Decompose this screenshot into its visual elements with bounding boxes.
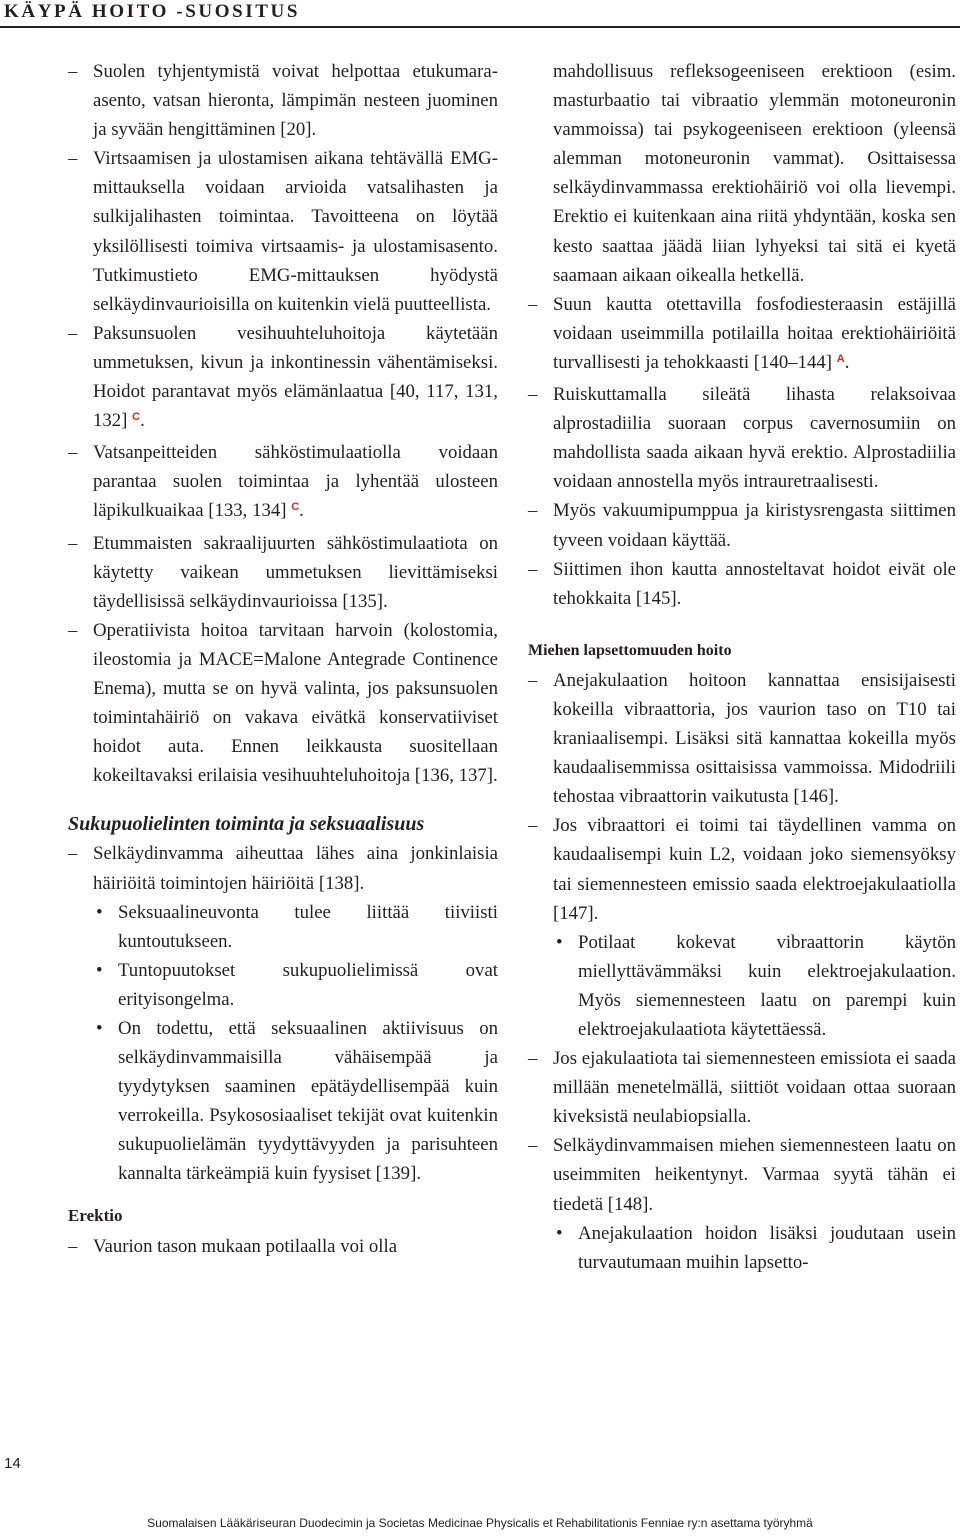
list-item: – Myös vakuumipumppua ja kiristysrengasta siittimen tyveen voidaan käyttää.	[528, 496, 956, 554]
list-item: – Suun kautta otettavilla fosfodiesteraasin estäjillä voidaan useimmilla potilailla hoitaa erektiohäiriöitä turvallisesti ja tehokkaasti [140–144] $^A$.	[528, 290, 956, 380]
section-heading: Sukupuolielinten toiminta ja seksuaalisuus	[68, 813, 425, 836]
list-item: – Etummaisten sakraalijuurten sähköstimulaatiota on käytetty vaikean ummetuksen lievittämiseksi täydellisissä selkäydinvaurioissa [135].	[68, 529, 498, 616]
list-item: – Jos vibraattori ei toimi tai täydellinen vamma on kaudaalisempi kuin L2, voidaan joko siemensyöksy tai siemennesteen emissio saada elektroejakulaatiolla [147].	[528, 811, 956, 927]
bullet-item: • Seksuaalineuvonta tulee liittää tiiviisti kuntoutukseen.	[68, 898, 498, 956]
page-header	[0, 0, 960, 26]
list-item: – Selkäydinvammaisen miehen siemennesteen laatu on useimmiten heikentynyt. Varmaa syytä tähän ei tiedetä [148].	[528, 1131, 956, 1218]
evidence-grade-badge: C	[291, 501, 300, 514]
list-item: – Operatiivista hoitoa tarvitaan harvoin (kolostomia, ileostomia ja MACE=Malone Antegrade Continence Enema), mutta se on hyvä valinta, jos paksunsuolen toimintahäiriö on vakava eivätkä konservatiiviset hoidot auta. Ennen leikkausta suositellaan kokeiltavaksi erilaisia vesihuuhteluhoitoja [136, 137].	[68, 616, 498, 791]
page-footer: Suomalaisen Lääkäriseuran Duodecimin ja Societas Medicinae Physicalis et Rehabilitationis Fenniae ry:n asettama työryhmä	[147, 1516, 813, 1530]
bullet-item: • Anejakulaation hoidon lisäksi joudutaan usein turvautumaan muihin lapsetto-	[528, 1219, 956, 1277]
bullet-item: • Tuntopuutokset sukupuolielimissä ovat erityisongelma.	[68, 956, 498, 1014]
list-item: – Anejakulaation hoitoon kannattaa ensisijaisesti kokeilla vibraattoria, jos vaurion taso on T10 tai kraniaalisempi. Lisäksi sitä kannattaa kokeilla myös kaudaalisemmissa osittaisissa vammoissa. Midodriili tehostaa vibraattorin vaikutusta [146].	[528, 666, 956, 811]
page-number: 14	[4, 1455, 21, 1472]
evidence-grade-badge: A	[836, 352, 845, 365]
list-item: – Jos ejakulaatiota tai siemennesteen emissiota ei saada millään menetelmällä, siittiöt voidaan ottaa suoraan kiveksistä neulabiopsialla.	[528, 1044, 956, 1131]
right-column	[528, 57, 956, 1277]
bullet-item: • On todettu, että seksuaalinen aktiivisuus on selkäydinvammaisilla vähäisempää ja tyydytyksen saaminen epätäydellisempää kuin verrokeilla. Psykososiaaliset tekijät ovat kuitenkin sukupuolielämän tyydyttävyyden ja parisuhteen kannalta tärkeämpiä kuin fyysiset [139].	[68, 1014, 498, 1189]
list-item: – Selkäydinvamma aiheuttaa lähes aina jonkinlaisia häiriöitä toimintojen häiriöitä [138].	[68, 839, 498, 897]
list-item: – Vaurion tason mukaan potilaalla voi olla	[68, 1232, 498, 1261]
evidence-grade-badge: C	[132, 411, 141, 424]
header-title: KÄYPÄ HOITO -SUOSITUS	[4, 1, 301, 22]
list-item: – Suolen tyhjentymistä voivat helpottaa etukumara-asento, vatsan hieronta, lämpimän nesteen juominen ja syvään hengittäminen [20].	[68, 57, 498, 144]
paragraph-continuation: mahdollisuus refleksogeeniseen erektioon (esim. masturbaatio tai vibraatio ylemmän motoneuronin vammoissa) tai psykogeeniseen erektioon (yleensä alemman motoneuronin vammat). Osittaisessa selkäydinvammassa erektiohäiriö voi olla lievempi. Erektio ei kuitenkaan aina riitä yhdyntään, koska sen kesto saattaa jäädä liian lyhyeksi tai sitä ei kyetä saamaan aikaan oikealla hetkellä.	[553, 61, 956, 286]
list-item: – Siittimen ihon kautta annosteltavat hoidot eivät ole tehokkaita [145].	[528, 555, 956, 613]
list-item: – Virtsaamisen ja ulostamisen aikana tehtävällä EMG-mittauksella voidaan arvioida vatsalihasten ja sulkijalihasten toimintaa. Tavoitteena on löytää yksilöllisesti toimiva virtsaamis- ja ulostamisasento. Tutkimustieto EMG-mittauksen hyödystä selkäydinvaurioisilla on kuitenkin vielä puutteellista.	[68, 144, 498, 319]
subheading: Erektio	[68, 1205, 123, 1225]
list-item: – Vatsanpeitteiden sähköstimulaatiolla voidaan parantaa suolen toimintaa ja lyhentää ulosteen läpikulkuaikaa [133, 134] $^C$.	[68, 438, 498, 528]
subheading: Miehen lapsettomuuden hoito	[528, 641, 732, 659]
bullet-item: • Potilaat kokevat vibraattorin käytön miellyttävämmäksi kuin elektroejakulaation. Myös siemennesteen laatu on parempi kuin elektroejakulaatiota käytettäessä.	[528, 928, 956, 1044]
header-rule	[0, 26, 960, 28]
list-item: – Paksunsuolen vesihuuhteluhoitoja käytetään ummetuksen, kivun ja inkontinessin vähentämiseksi. Hoidot parantavat myös elämänlaatua [40, 117, 131, 132] $^C$.	[68, 319, 498, 438]
left-column	[68, 57, 498, 1261]
list-item: – Ruiskuttamalla sileätä lihasta relaksoivaa alprostadiilia suoraan corpus cavernosumiin on mahdollista saada aikaan hyvä erektio. Alprostadiilia voidaan annostella myös intrauretraalisesti.	[528, 380, 956, 496]
